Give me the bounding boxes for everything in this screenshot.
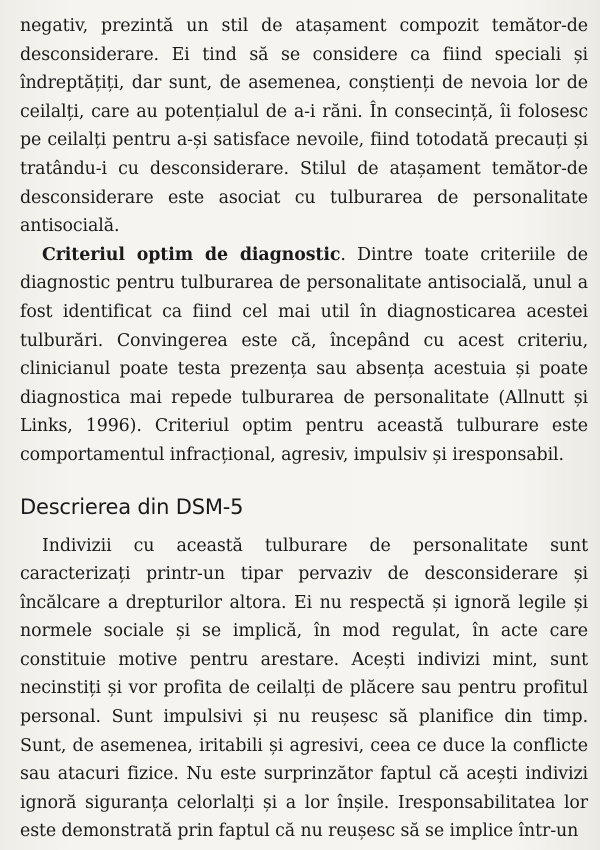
optimal-criterion-text: . Dintre toate criteriile de diagnostic pentru tulburarea de personalitate antisocială, unul a fost identificat ca fiind cel mai util în diagnosticarea acestei tulburări. Convingerea este că, începând cu acest criteriu, clinicianul poate testa prezența sau absența acestuia și poate diagnostica mai repede tulburarea de personalitate (Allnutt și Links, 1996). Criteriul optim pentru această tulburare este comportamentul infracțional, agresiv, impulsiv și iresponsabil. bbox=[20, 244, 588, 465]
paragraph-optimal-criterion bbox=[20, 241, 588, 470]
section-heading-dsm5: Descrierea din DSM-5 bbox=[20, 494, 244, 519]
paragraph-attachment-style: negativ, prezintă un stil de atașament compozit temător-de desconsiderare. Ei tind să se considere ca fiind speciali și îndreptățiți, dar sunt, de asemenea, conștienți de nevoia lor de ceilalți, care au potențialul de a-i răni. În consecință, îi folosesc pe ceilalți pentru a-și satisface nevoile, fiind totodată precauți și tratându-i cu desconsiderare. Stilul de atașament temător-de desconsiderare este asociat cu tulburarea de personalitate antisocială. bbox=[20, 16, 588, 237]
paragraph-dsm5-description: Indivizii cu această tulburare de personalitate sunt caracterizați printr-un tipar pervaziv de desconsiderare și încălcare a drepturilor altora. Ei nu respectă și ignoră legile și normele sociale și se implică, în mod regulat, în acte care constituie motive pentru arestare. Acești indivizi mint, sunt necinstiți și vor profita de ceilalți de plăcere sau pentru profitul personal. Sunt impulsivi și nu reușesc să planifice din timp. Sunt, de asemenea, iritabili și agresivi, ceea ce duce la conflicte sau atacuri fizice. Nu este surprinzător faptul că acești indivizi ignoră siguranța celorlalți și a lor înșile. Iresponsabilitatea lor este demonstrată prin faptul că nu reușesc să se implice într-un bbox=[20, 535, 588, 842]
optimal-criterion-lead: Criteriul optim de diagnostic bbox=[42, 244, 341, 265]
